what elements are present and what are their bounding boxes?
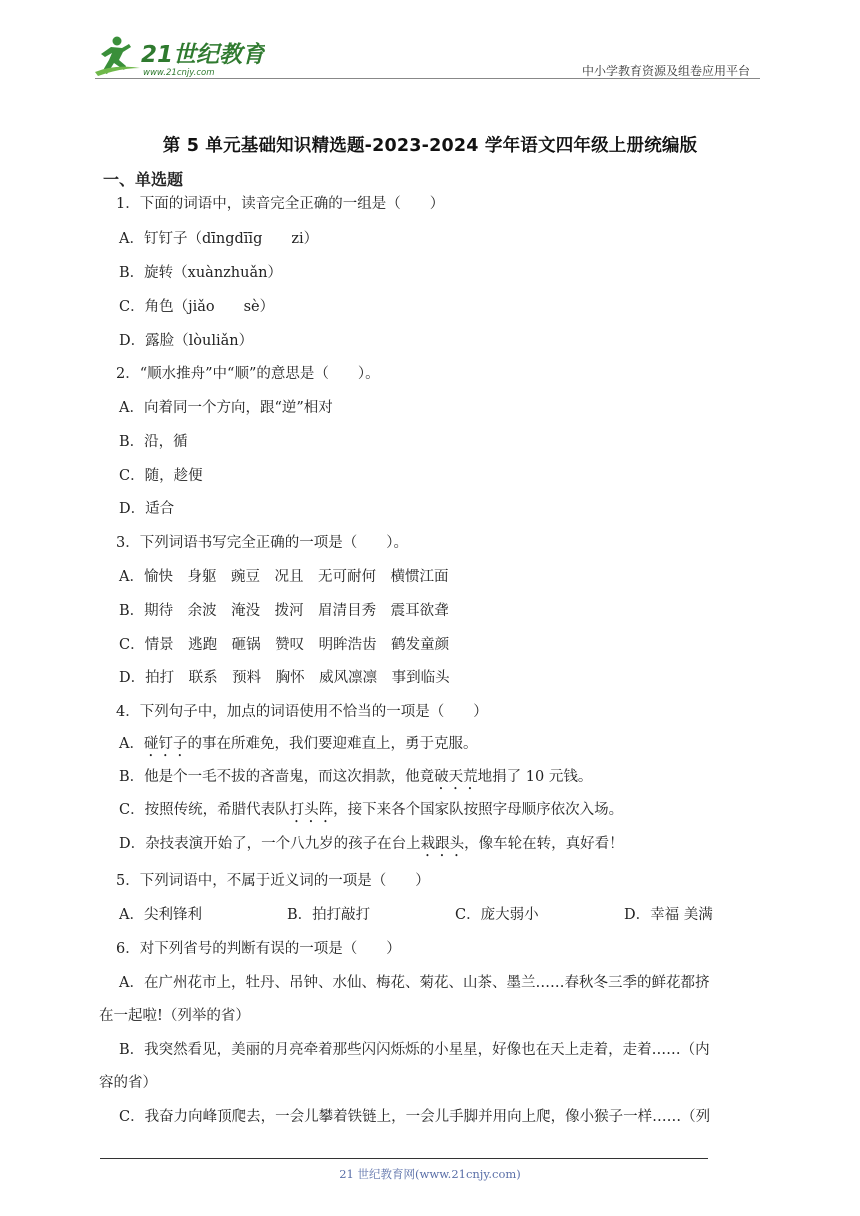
q4-a-rest: 的事在所难免，我们要迎难直上，勇于克服。 <box>187 736 478 752</box>
q2-option-b: B．沿，循 <box>119 434 188 450</box>
q5-option-c: C．庞大弱小 <box>455 907 539 923</box>
logo <box>95 34 265 78</box>
q4-a-label: A． <box>119 736 144 752</box>
q4-b-dotted-word: 破天荒 <box>434 769 478 785</box>
q2-option-d: D．适合 <box>119 501 175 517</box>
question-5-stem: 5．下列词语中，不属于近义词的一项是（ ） <box>116 873 430 889</box>
q4-c-rest: ，接下来各个国家队按照字母顺序依次入场。 <box>333 802 624 818</box>
page-footer: 21 世纪教育网(www.21cnjy.com) <box>339 1167 521 1181</box>
q4-d-text: D．杂技表演开始了，一个八九岁的孩子在台上 <box>119 836 421 852</box>
q4-a-dotted-word: 碰钉子 <box>143 736 188 752</box>
q3-option-b: B．期待 余波 淹没 拨河 眉清目秀 震耳欲聋 <box>119 603 449 619</box>
q1-option-c: C．角色（jiǎo sè） <box>119 299 275 315</box>
q1-option-a: A．钉钉子（dīngdīīg zi） <box>119 231 319 247</box>
q2-option-a: A．向着同一个方向，跟“逆”相对 <box>119 400 333 416</box>
q6-option-a-line2: 在一起啦!（列举的省） <box>99 1008 250 1024</box>
platform-name: 中小学教育资源及组卷应用平台 <box>581 64 750 78</box>
page-header <box>95 34 760 79</box>
question-1-stem: 1．下面的词语中，读音完全正确的一组是（ ） <box>116 196 445 212</box>
q4-option-a <box>119 734 477 760</box>
q4-b-text: B．他是个一毛不拔的吝啬鬼，而这次捐款，他竟 <box>119 769 435 785</box>
q5-option-a: A．尖利锋利 <box>119 907 202 923</box>
runner-icon <box>95 37 140 77</box>
q6-option-b-line1: B．我突然看见，美丽的月亮牵着那些闪闪烁烁的小星星，好像也在天上走着，走着……（内 <box>119 1042 710 1058</box>
q4-option-d <box>119 834 624 860</box>
q2-option-c: C．随，趁便 <box>119 468 203 484</box>
q3-option-c: C．情景 逃跑 砸锅 赞叹 明眸浩齿 鹤发童颜 <box>119 637 450 653</box>
q4-d-rest: ，像车轮在转，真好看！ <box>464 836 624 852</box>
q4-option-c <box>119 800 623 826</box>
question-6-stem: 6．对下列省号的判断有误的一项是（ ） <box>116 941 401 957</box>
svg-text:21世纪教育: 21世纪教育 <box>141 42 265 68</box>
q6-option-a-line1: A．在广州花市上，牡丹、吊钟、水仙、梅花、菊花、山茶、墨兰……春秋冬三季的鲜花都挤 <box>119 975 710 991</box>
q4-b-rest: 地捐了 10 元钱。 <box>477 769 593 785</box>
question-4-stem: 4．下列句子中，加点的词语使用不恰当的一项是（ ） <box>116 704 488 720</box>
q6-option-c-line1: C．我奋力向峰顶爬去，一会儿攀着铁链上，一会儿手脚并用向上爬，像小猴子一样……（列 <box>119 1109 711 1125</box>
q3-option-d: D．拍打 联系 预料 胸怀 威风凛凛 事到临头 <box>119 670 450 686</box>
question-2-stem: 2．“顺水推舟”中“顺”的意思是（ ）。 <box>116 366 380 382</box>
q5-option-d: D．幸福 美满 <box>624 907 713 923</box>
q4-c-text: C．按照传统，希腊代表队 <box>119 802 290 818</box>
q4-c-dotted-word: 打头阵 <box>289 802 334 818</box>
footer-divider <box>100 1158 708 1159</box>
q3-option-a: A．愉快 身躯 豌豆 况且 无可耐何 横惯江面 <box>119 569 449 585</box>
q4-d-dotted-word: 栽跟头 <box>420 836 465 852</box>
q1-option-b: B．旋转（xuànzhuǎn） <box>119 265 282 281</box>
section-heading: 一、单选题 <box>103 170 184 189</box>
question-3-stem: 3．下列词语书写完全正确的一项是（ ）。 <box>116 535 408 551</box>
svg-text:www.21cnjy.com: www.21cnjy.com <box>143 68 215 78</box>
q4-option-b <box>119 767 592 793</box>
page-title: 第 5 单元基础知识精选题-2023-2024 学年语文四年级上册统编版 <box>162 136 698 156</box>
q6-option-b-line2: 容的省） <box>99 1075 157 1091</box>
q5-option-b: B．拍打敲打 <box>287 907 371 923</box>
header-divider <box>95 78 760 79</box>
q1-option-d: D．露脸（lòuliǎn） <box>119 333 254 349</box>
